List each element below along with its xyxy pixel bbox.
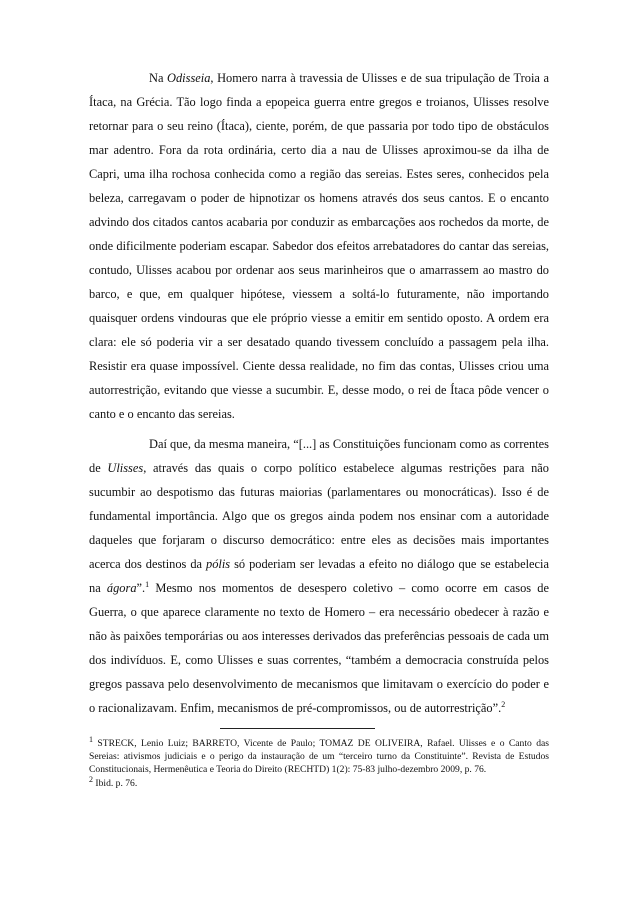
text-run: , Homero narra à travessia de Ulisses e de sua tripulação de Troia a Ítaca, na Grécia. Tão logo finda a epopeica guerra entre gregos e troianos, Ulisses resolve retornar para o seu reino (Ítaca), ciente, porém, de que passaria por todo tipo de obstáculos mar adentro. Fora da rota ordinária, certo dia a nau de Ulisses aproximou-se da ilha de Capri, uma ilha rochosa conhecida como a região das sereias. Estes seres, conhecidos pela beleza, carregavam o poder de hipnotizar os homens através dos seus cantos. E o encanto advindo dos citados cantos acabaria por conduzir as embarcações aos rochedos da morte, de onde dificilmente poderiam escapar. Sabedor dos efeitos arrebatadores do cantar das sereias, contudo, Ulisses acabou por ordenar aos seus marinheiros que o amarrassem ao mastro do barco, e que, em qualquer hipótese, viessem a soltá-lo futuramente, não importando quaisquer ordens vindouras que ele próprio viesse a emitir em sentido oposto. A ordem era clara: ele só poderia vir a ser desatado quando tivessem concluído a passagem pela ilha. Resistir era quase impossível. Ciente dessa realidade, no fim das contas, Ulisses criou uma autorrestrição, evitando que viesse a sucumbir. E, desse modo, o rei de Ítaca pôde vencer o canto e o encanto das sereias.	[89, 71, 550, 421]
text-run: , através das quais o corpo político estabelece algumas restrições para não sucumbir ao despotismo das futuras maiorias (parlamentares ou monocráticas). Isso é de fundamental importância. Algo que os gregos ainda podem nos ensinar com a autoridade daqueles que forjaram o discurso democrático: entre eles as decisões mais importantes acerca dos destinos da	[89, 461, 549, 571]
footnote-separator	[220, 728, 375, 729]
text-run: Na	[149, 71, 168, 85]
text-run: Daí que, da mesma maneira, “[...] as Constituições funcionam como as correntes de	[89, 437, 549, 475]
text-run: ”.	[136, 581, 146, 595]
footnote-text: Ibid. p. 76.	[95, 778, 138, 789]
footnote	[89, 774, 549, 790]
footnotes	[89, 734, 549, 790]
footnote-reference: 2	[501, 699, 506, 709]
footnote-number: 2	[89, 774, 93, 784]
footnote-number: 1	[89, 734, 93, 744]
paragraph	[89, 66, 549, 426]
emphasis-text: Odisseia	[167, 71, 211, 85]
text-run: Mesmo nos momentos de desespero coletivo – como ocorre em casos de Guerra, o que aparece claramente no texto de Homero – era necessário obedecer à razão e não às paixões temporárias ou aos interesses derivados das preferências pessoais de cada um dos indivíduos. E, como Ulisses e suas correntes, “também a democracia construída pelos gregos passava pelo desenvolvimento de mecanismos que limitavam o exercício do poder e o racionalizavam. Enfim, mecanismos de pré-compromissos, ou de autorrestrição”.	[89, 581, 550, 715]
emphasis-text: pólis	[206, 557, 231, 571]
emphasis-text: Ulisses	[107, 461, 144, 475]
paragraph	[89, 432, 549, 720]
footnote-text: STRECK, Lenio Luiz; BARRETO, Vicente de Paulo; TOMAZ DE OLIVEIRA, Rafael. Ulisses e o Canto das Sereias: ativismos judiciais e o perigo da instauração de um “terceiro turno da Constituinte”. Revista de Estudos Constitucionais, Hermenêutica e Teoria do Direito (RECHTD) 1(2): 75-83 julho-dezembro 2009, p. 76.	[89, 738, 549, 775]
body-text	[89, 66, 549, 726]
footnote	[89, 734, 549, 776]
emphasis-text: ágora	[106, 581, 137, 595]
footnote-reference: 1	[145, 579, 150, 589]
text-run: só poderiam ser levadas a efeito no diálogo que se estabelecia na	[89, 557, 549, 595]
